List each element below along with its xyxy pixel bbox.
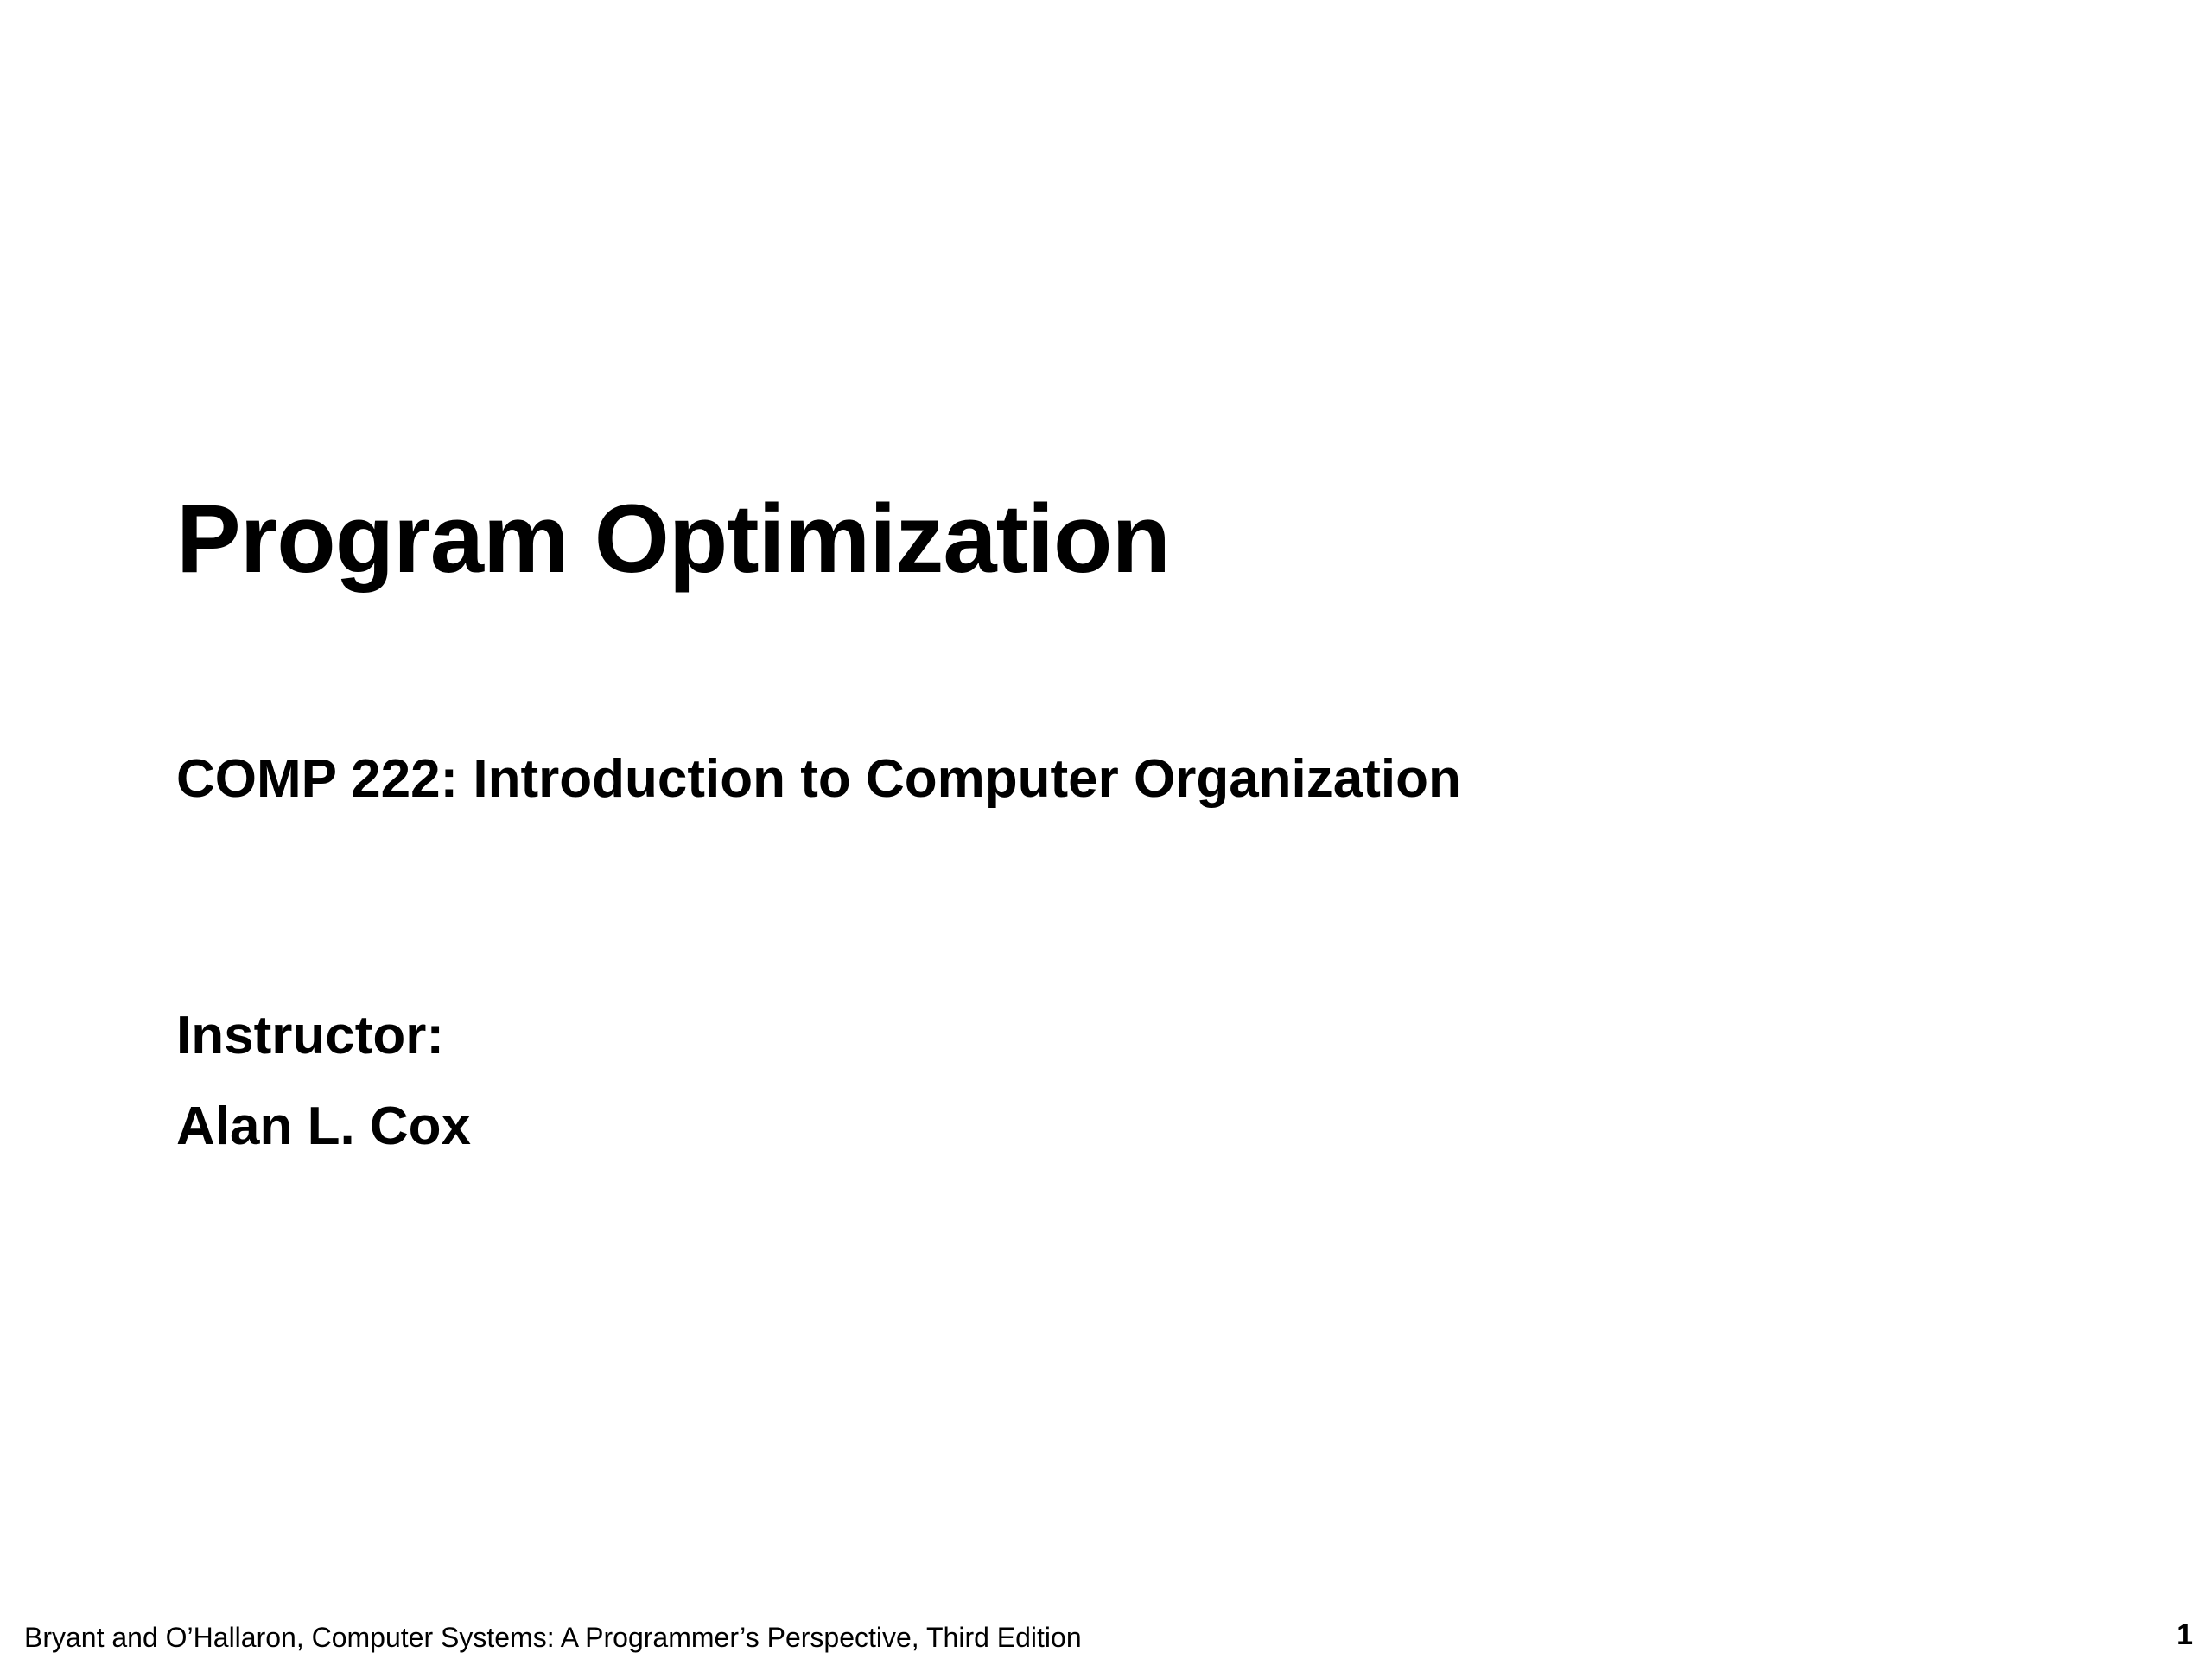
slide-footer: Bryant and O’Hallaron, Computer Systems: A Programmer’s Perspective, Third Edition — [24, 1622, 1082, 1653]
slide-title: Program Optimization — [176, 485, 1170, 593]
instructor-label: Instructor: — [176, 1006, 444, 1065]
page-number: 1 — [2177, 1618, 2193, 1651]
instructor-name: Alan L. Cox — [176, 1096, 472, 1156]
course-subtitle: COMP 222: Introduction to Computer Organization — [176, 749, 1461, 809]
